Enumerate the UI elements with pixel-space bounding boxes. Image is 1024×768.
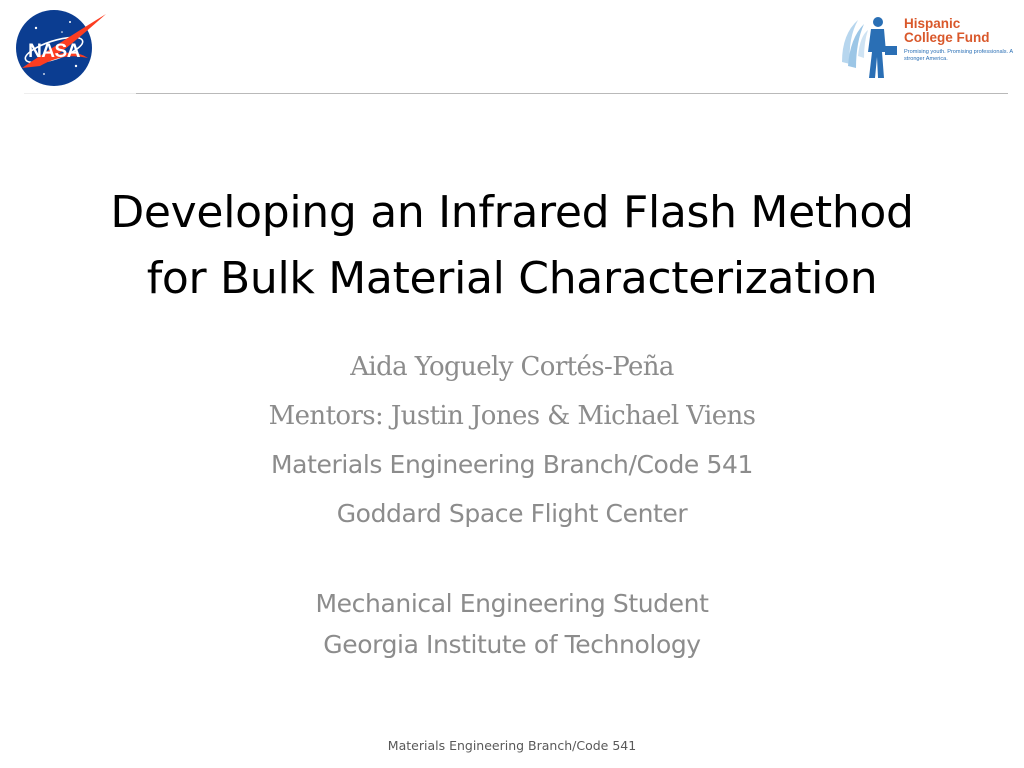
center: Goddard Space Flight Center <box>336 499 688 528</box>
title-line-2: for Bulk Material Characterization <box>146 253 878 304</box>
nasa-logo-text: NASA <box>28 41 80 62</box>
hispanic-college-fund-logo <box>838 12 1014 82</box>
hcf-tagline: Promising youth. Promising professionals. A stronger America. <box>904 49 1013 62</box>
slide-title <box>40 180 984 312</box>
nasa-meatball-icon <box>14 6 110 88</box>
school: Georgia Institute of Technology <box>323 630 701 659</box>
hcf-name-line1: Hispanic <box>904 16 961 31</box>
author-name: Aida Yoguely Cortés-Peña <box>350 352 674 382</box>
student-role: Mechanical Engineering Student <box>315 589 709 618</box>
slide-footer: Materials Engineering Branch/Code 541 <box>387 738 637 753</box>
hcf-name-line2: College Fund <box>904 30 990 45</box>
header-divider <box>136 93 1008 94</box>
mentors: Mentors: Justin Jones & Michael Viens <box>268 401 756 431</box>
hcf-name <box>904 17 990 45</box>
title-line-1: Developing an Infrared Flash Method <box>110 187 914 238</box>
nasa-logo <box>14 6 110 88</box>
header-divider-faint <box>24 93 136 94</box>
graduate-figure-icon <box>838 12 902 82</box>
branch: Materials Engineering Branch/Code 541 <box>271 450 753 479</box>
